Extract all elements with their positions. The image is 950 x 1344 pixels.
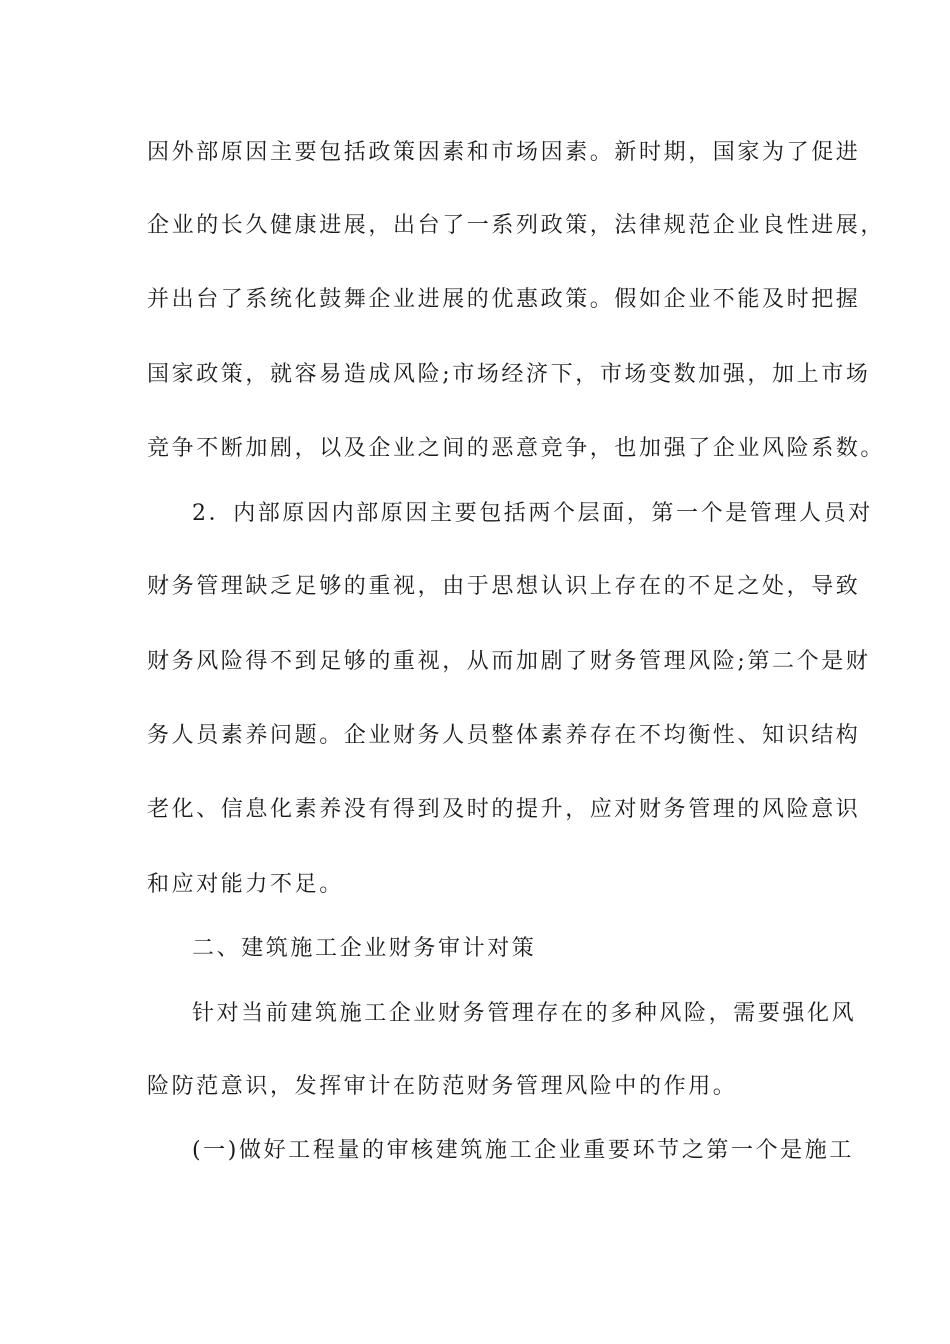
text-line: 竞争不断加剧，以及企业之间的恶意竞争，也加强了企业风险系数。 xyxy=(147,436,886,461)
text-line: 老化、信息化素养没有得到及时的提升，应对财务管理的风险意识 xyxy=(147,797,861,822)
text-line: 险防范意识，发挥审计在防范财务管理风险中的作用。 xyxy=(147,1074,738,1099)
text-line: 并出台了系统化鼓舞企业进展的优惠政策。假如企业不能及时把握 xyxy=(147,287,861,312)
section-heading: 二、建筑施工企业财务审计对策 xyxy=(192,936,537,961)
paragraph-start-line: 针对当前建筑施工企业财务管理存在的多种风险，需要强化风 xyxy=(192,1001,857,1026)
text-line: 财务风险得不到足够的重视，从而加剧了财务管理风险;第二个是财 xyxy=(147,649,871,674)
text-line: 财务管理缺乏足够的重视，由于思想认识上存在的不足之处，导致 xyxy=(147,574,861,599)
text-line: 务人员素养问题。企业财务人员整体素养存在不均衡性、知识结构 xyxy=(147,723,861,748)
subsection-heading-line: (一)做好工程量的审核建筑施工企业重要环节之第一个是施工 xyxy=(192,1138,854,1163)
text-line: 企业的长久健康进展，出台了一系列政策，法律规范企业良性进展， xyxy=(147,213,886,238)
text-line: 和应对能力不足。 xyxy=(147,872,344,897)
paragraph-start-line: 2．内部原因内部原因主要包括两个层面，第一个是管理人员对 xyxy=(192,501,873,526)
text-line: 国家政策，就容易造成风险;市场经济下，市场变数加强，加上市场 xyxy=(147,362,871,387)
text-line: 因外部原因主要包括政策因素和市场因素。新时期，国家为了促进 xyxy=(147,140,861,165)
